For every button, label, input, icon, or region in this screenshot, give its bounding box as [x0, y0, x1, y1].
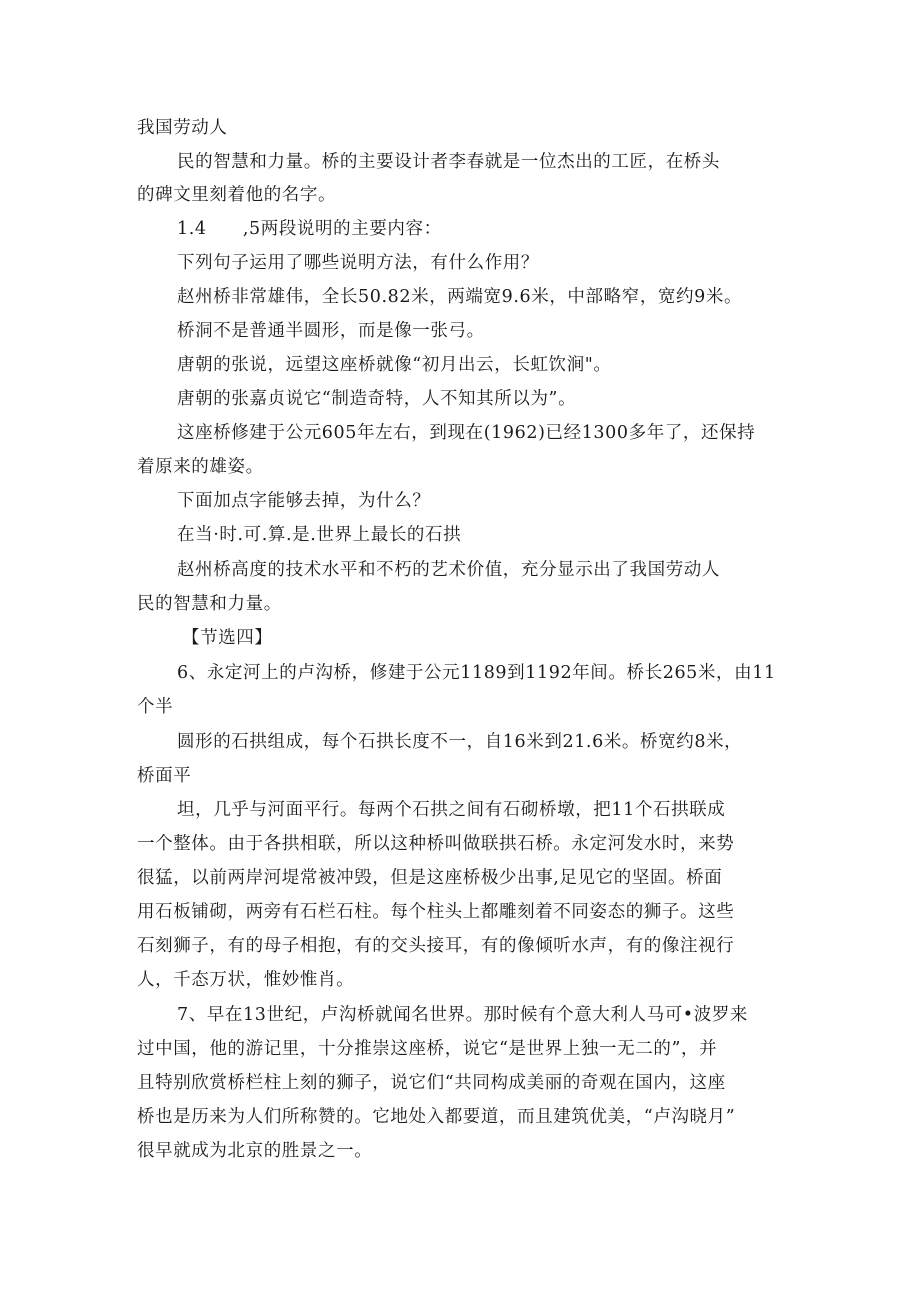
text-line: 民的智慧和力量。桥的主要设计者李春就是一位杰出的工匠，在桥头	[177, 152, 720, 172]
text-line: 人，千态万状，惟妙惟肖。	[137, 970, 355, 990]
text-line: 石刻狮子，有的母子相抱，有的交头接耳，有的像倾听水声，有的像注视行	[137, 936, 735, 956]
text-line: 用石板铺砌，两旁有石栏石柱。每个柱头上都雕刻着不同姿态的狮子。这些	[137, 902, 735, 922]
text-line: 赵州桥非常雄伟，全长50.82米，两端宽9.6米，中部略窄，宽约9米。	[177, 287, 743, 307]
text-line: 过中国，他的游记里，十分推崇这座桥，说它“是世界上独一无二的”，并	[137, 1039, 718, 1059]
text-line: 这座桥修建于公元605年左右，到现在(1962)已经1300多年了，还保持	[177, 423, 756, 443]
text-line: 很猛，以前两岸河堤常被冲毁，但是这座桥极少出事,足见它的坚固。桥面	[137, 868, 723, 888]
text-line: 唐朝的张嘉贞说它“制造奇特，人不知其所以为”。	[177, 389, 577, 409]
text-line: 圆形的石拱组成，每个石拱长度不一，自16米到21.6米。桥宽约8米，	[177, 732, 743, 752]
text-line: 唐朝的张说，远望这座桥就像“初月出云，长虹饮涧"。	[177, 355, 612, 375]
text-line: 6、永定河上的卢沟桥，修建于公元1189到1192年间。桥长265米，由11	[177, 663, 776, 683]
text-line: 且特别欣赏桥栏柱上刻的狮子，说它们“共同构成美丽的奇观在国内，这座	[137, 1073, 726, 1093]
text-line: 个半	[137, 697, 174, 717]
text-line: 一个整体。由于各拱相联，所以这种桥叫做联拱石桥。永定河发水时，来势	[137, 834, 735, 854]
text-line: 的碑文里刻着他的名字。	[137, 185, 337, 205]
text-line: 下列句子运用了哪些说明方法，有什么作用？	[177, 253, 539, 273]
text-line: 在当·时.可.算.是.世界上最长的石拱	[177, 525, 462, 545]
section-heading: 【节选四】	[182, 628, 273, 648]
text-line: 下面加点字能够去掉，为什么？	[177, 491, 431, 511]
text-line: 1.4 ,5两段说明的主要内容：	[177, 219, 442, 239]
text-line: 7、早在13世纪，卢沟桥就闻名世界。那时候有个意大利人马可•波罗来	[177, 1005, 749, 1025]
text-line: 着原来的雄姿。	[137, 457, 264, 477]
text-line: 桥也是历来为人们所称赞的。它地处入都要道，而且建筑优美，“卢沟晓月”	[137, 1107, 736, 1127]
text-line: 桥洞不是普通半圆形，而是像一张弓。	[177, 321, 485, 341]
text-line: 桥面平	[137, 766, 192, 786]
text-line: 我国劳动人	[137, 118, 228, 138]
text-line: 很早就成为北京的胜景之一。	[137, 1141, 373, 1161]
text-line: 赵州桥高度的技术水平和不朽的艺术价值，充分显示出了我国劳动人	[177, 560, 720, 580]
text-line: 民的智慧和力量。	[137, 594, 282, 614]
text-line: 坦，几乎与河面平行。每两个石拱之间有石砌桥墩，把11个石拱联成	[177, 800, 726, 820]
